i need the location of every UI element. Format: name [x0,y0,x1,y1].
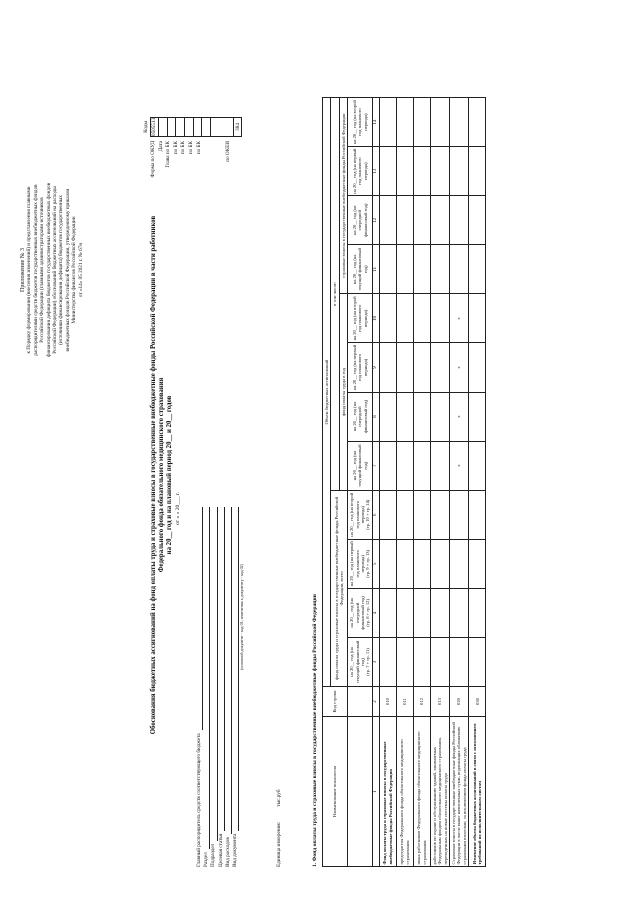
codes-table [142,117,242,137]
row-name: Фонд оплаты труда и страховые взносы в государственные внебюджетные фонды Российской Федерации [379,717,396,867]
document-title [150,195,175,755]
column-number: 6 [372,490,379,539]
field-line [197,507,203,730]
value-cell[interactable] [469,441,486,490]
appendix-line: финансирования дефицита бюджетов государственных внебюджетных фондов [45,182,52,358]
value-cell[interactable] [450,196,469,245]
column-number: 10 [372,294,379,343]
year-header: на 20__ год (на очередной финансовый год) [348,392,373,441]
value-cell[interactable] [430,392,449,441]
year-header [348,490,373,539]
value-cell: x [450,441,469,490]
col-fot-header: фонд оплаты труда в год [339,294,347,490]
value-cell[interactable] [379,343,396,392]
value-cell[interactable] [379,196,396,245]
value-cell: x [450,294,469,343]
value-cell[interactable] [379,490,396,539]
year-header: на 20__ год (на второй год планового периода) [348,294,373,343]
code-label: по БК [187,141,194,155]
appendix-line: (источники финансирования дефицита) бюджетов государственных [58,195,65,345]
column-number: 13 [372,147,379,196]
field-label: Вид документа [231,833,238,867]
value-cell[interactable] [430,490,449,539]
row-code: 020 [450,687,469,717]
value-cell[interactable] [450,98,469,147]
okei-label: по ОКЕИ [225,141,232,162]
value-cell[interactable] [379,245,396,294]
appendix-line: распорядителями средств бюджетов государственных внебюджетных фондов [32,184,39,356]
value-cell[interactable] [413,637,430,686]
field-line [204,507,210,849]
col-total-header: Объем бюджетных ассигнований [323,98,331,687]
value-cell[interactable] [469,490,486,539]
value-cell[interactable] [413,147,430,196]
code-cell[interactable] [210,117,233,136]
appendix-line: Российской Федерации) обоснований бюджетных ассигнований на расходы [52,186,59,354]
formula: (гр. 9 + гр. 13) [365,549,371,578]
code-label: по БК [195,141,202,155]
row-name: Страховые взносы в государственные внебюджетные фонды Российской Федерации в части выше начисленных сумм, подлежащих обложению страховыми взносами, за исключением фонда оплаты труда [450,717,469,867]
value-cell[interactable] [413,588,430,637]
doc-type-hint: (основной документ - код 01; изменения к документу - код 02) [239,564,245,670]
units-value: тыс.руб [276,789,282,807]
value-cell[interactable] [430,441,449,490]
year-label: на 20__ год (на первый год планового периода) [349,541,366,587]
field-row[interactable] [210,507,217,867]
value-cell[interactable] [469,588,486,637]
value-cell[interactable] [450,147,469,196]
value-cell[interactable] [396,539,413,588]
column-number: 2 [372,687,379,717]
table-row [396,98,413,867]
year-header [348,539,373,588]
value-cell[interactable] [413,392,430,441]
value-cell[interactable] [413,294,430,343]
code-label: по БК [172,141,179,155]
value-cell[interactable] [413,441,430,490]
appendix-note [20,145,84,395]
field-line [219,507,225,831]
appendix-line: Министерства финансов Российской Федерации [71,216,78,324]
spacer [203,141,225,245]
value-cell[interactable] [413,245,430,294]
field-label: Вид расходов [224,837,231,867]
row-code: 010 [379,687,396,717]
codes-labels [150,141,233,245]
year-header: на 20__ год (на первый год планового периода) [348,343,373,392]
title-line: Обоснования бюджетных ассигнований на фонд оплаты труда и страховые взносы в государственные внебюджетные фонды Российской Федерации в части работников [150,215,157,735]
field-row[interactable] [196,507,203,867]
year-label: на 20__ год (на текущий финансовый год) [349,640,366,684]
value-cell[interactable] [430,245,449,294]
section-title: 1. Фонд оплаты труда и страховые взносы в государственные внебюджетные фонды Российской Федерации [312,594,318,867]
value-cell[interactable] [430,588,449,637]
col-ins-header: страховые взносы в государственные внебюджетные фонды Российской Федерации [339,98,347,294]
code-cell[interactable] [159,117,168,136]
form-code: 0505513 [151,117,158,136]
value-cell[interactable] [413,539,430,588]
value-cell[interactable] [469,147,486,196]
field-label: Целевая статья [217,833,224,867]
value-cell[interactable] [450,490,469,539]
field-row[interactable] [218,507,225,867]
table-row [413,98,430,867]
value-cell[interactable] [396,196,413,245]
column-number: 1 [372,717,379,867]
year-label: на 20__ год (на очередной финансовый год) [349,596,366,630]
units-label: Единица измерения: [276,821,282,867]
value-cell[interactable] [396,147,413,196]
column-number: 11 [372,245,379,294]
value-cell[interactable] [396,588,413,637]
year-header: на 20__ год (на очередной финансовый год) [348,196,373,245]
value-cell[interactable] [413,343,430,392]
value-cell[interactable] [379,637,396,686]
table-row [379,98,396,867]
appendix-line: внебюджетных фондов Российской Федерации, утвержденному приказом [64,188,71,352]
value-cell[interactable] [450,637,469,686]
row-name: иных работников Федерального фонда обязательного медицинского страхования [413,717,430,867]
appendix-line: к Порядку формирования (внесения изменений) и представления главными [26,186,33,354]
field-row[interactable] [225,507,232,867]
column-number: 14 [372,98,379,147]
year-label: на 20__ год (на второй год планового периода) [349,492,366,537]
value-cell[interactable] [379,98,396,147]
year-header [348,637,373,686]
title-line: Федерального фонда обязательного медицинского страхования [158,377,166,573]
units [276,790,282,867]
year-header [348,588,373,637]
appendix-line: Российской Федерации (главными администраторами источников [39,197,46,343]
table-row [469,98,486,867]
blank-header [348,717,373,867]
date-field[interactable]: от « » 20___ г. [175,492,181,525]
codes-header: Коды [142,121,149,133]
value-cell[interactable] [379,441,396,490]
column-number: 12 [372,196,379,245]
value-cell[interactable] [396,294,413,343]
code-cell[interactable] [176,117,185,136]
value-cell[interactable] [379,539,396,588]
value-cell[interactable] [396,392,413,441]
value-cell[interactable] [379,588,396,637]
value-cell[interactable] [396,343,413,392]
row-code: 012 [413,687,430,717]
table-row [450,98,469,867]
value-cell[interactable] [430,343,449,392]
value-cell[interactable] [379,147,396,196]
value-cell[interactable] [413,98,430,147]
field-label: Раздел [203,852,210,867]
row-name: работников по охране и обслуживанию зданий, занимаемых Федеральным фондом обязательного медицинского страхования, переведенных на новые системы оплаты труда [430,717,449,867]
value-cell[interactable] [396,441,413,490]
value-cell[interactable] [413,196,430,245]
value-cell[interactable] [396,245,413,294]
value-cell[interactable] [430,98,449,147]
value-cell[interactable] [430,539,449,588]
formula: (гр. 10 + гр. 14) [365,499,371,530]
field-line [226,507,232,834]
row-name: председателя Федерального фонда обязательного медицинского страхования [396,717,413,867]
year-header: на 20__ год (на второй год планового периода) [348,98,373,147]
value-cell[interactable] [469,294,486,343]
code-cell[interactable] [167,117,176,136]
title-line: на 20__ год и на плановый период 20__ и 20__ годов [166,395,174,555]
value-cell[interactable] [413,490,430,539]
form-label: Форма по ОКУД [150,141,156,178]
year-header: на 20__ год (на текущий финансовый год) [348,245,373,294]
value-cell: x [450,392,469,441]
value-cell[interactable] [469,98,486,147]
value-cell[interactable] [430,294,449,343]
column-number: 9 [372,343,379,392]
col-fot-ins-header: фонд оплаты труда и страховые взносы в государственные внебюджетные фонды Российской Федерации, всего [331,490,348,686]
okei-code: 384 [233,117,242,136]
value-cell[interactable] [430,637,449,686]
code-cell[interactable] [184,117,193,136]
code-cell[interactable] [193,117,202,136]
value-cell[interactable] [469,539,486,588]
formula: (гр. 8 + гр. 12) [365,598,371,627]
code-label: Глава по БК [165,141,172,168]
value-cell[interactable] [450,245,469,294]
value-cell[interactable] [469,343,486,392]
value-cell[interactable] [379,392,396,441]
budget-table [322,97,486,867]
column-number: 8 [372,392,379,441]
value-cell[interactable] [469,392,486,441]
value-cell[interactable] [450,539,469,588]
code-label: по БК [180,141,187,155]
row-code: 030 [469,687,486,717]
header-fields [196,507,245,867]
row-code: 013 [430,687,449,717]
field-row[interactable] [203,507,210,867]
code-label: Дата [157,141,164,152]
col-name-header: Наименование показателя [323,717,348,867]
value-cell: x [450,343,469,392]
column-number: 4 [372,588,379,637]
col-incl-header: в том числе: [331,98,339,491]
field-row[interactable] [232,507,239,867]
row-name: Изменение объема бюджетных ассигнований в связи с исполнением требований по исполнительным листам [469,717,486,867]
value-cell[interactable] [450,588,469,637]
value-cell[interactable] [469,196,486,245]
value-cell[interactable] [430,147,449,196]
row-code: 011 [396,687,413,717]
appendix-title: Приложение № 3 [20,248,26,292]
formula: (гр. 7 + гр. 11) [365,648,371,676]
value-cell[interactable] [396,490,413,539]
value-cell[interactable] [379,294,396,343]
field-line [212,507,218,841]
field-label: Главный распорядитель средств соответствующего бюджета [195,733,202,867]
blank-header [348,687,373,717]
field-label: Подраздел [210,843,217,867]
table-row [430,98,449,867]
value-cell[interactable] [396,637,413,686]
appendix-date: от «14» 05 2021 г. № 67н [77,242,84,298]
column-number: 3 [372,637,379,686]
value-cell[interactable] [469,637,486,686]
value-cell[interactable] [430,196,449,245]
value-cell[interactable] [396,98,413,147]
value-cell[interactable] [469,245,486,294]
year-header: на 20__ год (на первый год планового периода) [348,147,373,196]
code-cell[interactable] [202,117,211,136]
column-number: 7 [372,441,379,490]
year-header: на 20__ год (на текущий финансовый год) [348,441,373,490]
col-code-header: Код строки [323,687,348,717]
column-number: 5 [372,539,379,588]
